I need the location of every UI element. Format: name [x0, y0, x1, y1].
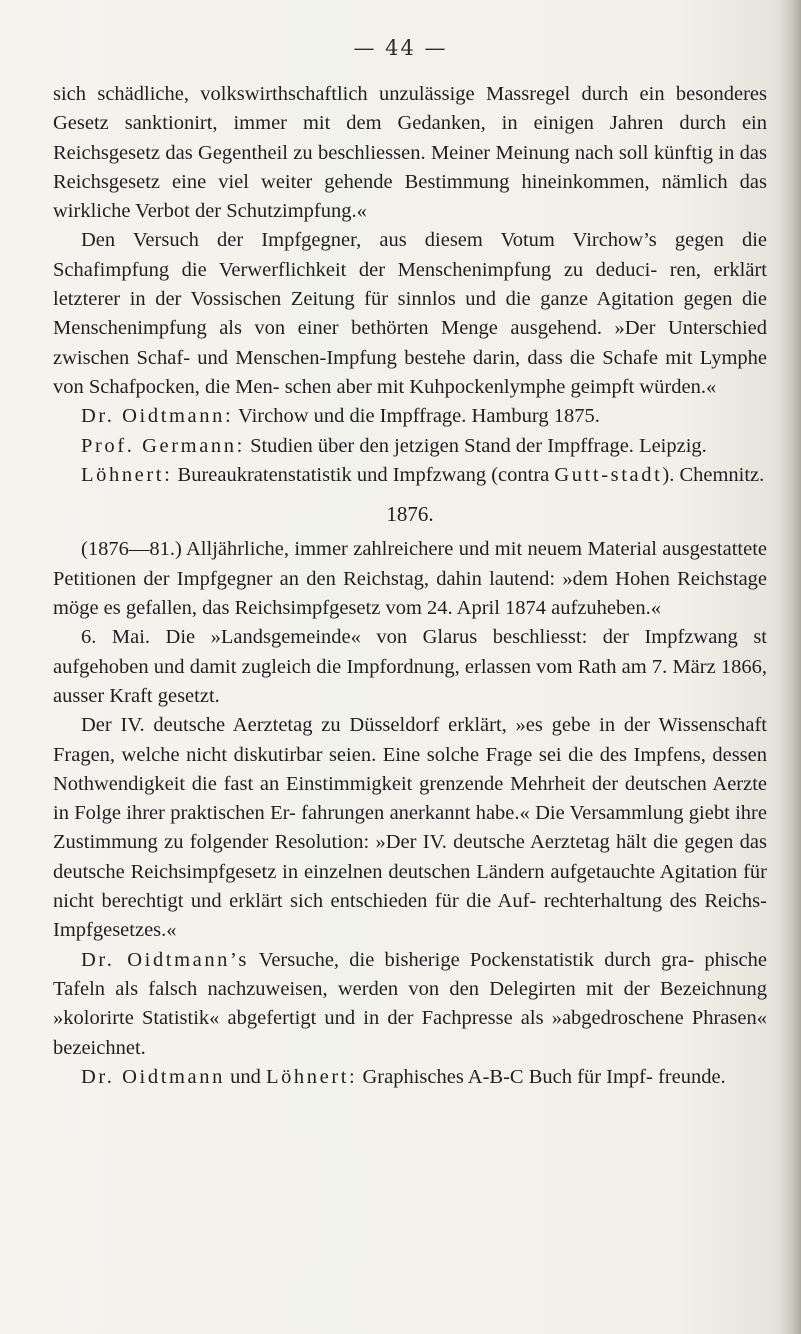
citation-author: Dr. Oidtmann:	[81, 405, 234, 428]
citation-oidtmann-loehnert	[53, 1063, 767, 1092]
citation-text: Studien über den jetzigen Stand der Impffrage.	[250, 434, 634, 457]
text-line: einigen Jahren durch ein Reichsgesetz das Gegentheil zu beschliessen.	[53, 112, 767, 164]
text-line: schen aber mit Kuhpockenlymphe geimpft würden.«	[284, 375, 717, 398]
text-line: am 7. März 1866, ausser Kraft gesetzt.	[53, 655, 768, 707]
citation-spaced-name: Gutt-	[554, 463, 611, 486]
text-line: Wissenschaft Fragen, welche nicht diskutirbar seien. Eine solche Frage	[53, 714, 767, 766]
page-edge-shadow	[779, 0, 801, 1334]
citation-text: Leipzig.	[639, 434, 707, 457]
citation-germann	[53, 432, 767, 461]
citation-loehnert	[53, 461, 767, 490]
text-line: sich schädliche, volkswirthschaftlich unzulässige Massregel	[53, 83, 571, 105]
citation-text: ). Chemnitz.	[662, 463, 765, 486]
text-line: »abgedroschene Phrasen« bezeichnet.	[53, 1007, 767, 1059]
citation-text: freunde.	[657, 1065, 726, 1088]
text-line: phische Tafeln als falsch nachzuweisen, werden von den Delegirten mit	[53, 948, 767, 1000]
text-line: Den Versuch der Impfgegner, aus diesem Votum Virchow’s gegen	[81, 229, 724, 252]
text-line: 24. April 1874 aufzuheben.«	[427, 597, 662, 620]
citation-spaced-name: stadt	[610, 463, 663, 486]
text-line: der Bezeichnung »kolorirte Statistik« abgefertigt und in der Fachpresse als	[53, 977, 767, 1030]
paragraph-1	[53, 80, 767, 226]
text-line: st aufgehoben und damit zugleich die Impfordnung, erlassen vom Rath	[53, 626, 767, 678]
year-heading: 1876.	[386, 502, 434, 527]
citation-text: Graphisches A-B-C Buch für Impf-	[362, 1065, 653, 1088]
paragraph-glarus	[53, 623, 767, 711]
text-line: (1876—81.) Alljährliche, immer zahlreichere und mit neuem Material	[81, 538, 657, 561]
citation-author: Löhnert:	[81, 463, 173, 486]
citation-author: Prof. Germann:	[81, 434, 245, 457]
text-line: deutsche Reichsimpfgesetz in einzelnen deutschen Ländern aufgetauchte	[53, 860, 656, 883]
citation-text: und	[230, 1065, 261, 1088]
text-line: Versuche, die bisherige Pockenstatistik durch gra-	[258, 948, 695, 971]
text-line: »dem Hohen Reichstage möge es gefallen, das Reichsimpfgesetz vom	[53, 567, 768, 620]
text-line: fahrungen anerkannt habe.« Die Versammlung giebt ihre Zustimmung	[53, 802, 767, 854]
text-line: grenzende Mehrheit der deutschen Aerzte in Folge ihrer praktischen Er-	[53, 772, 768, 825]
text-line: ren, erklärt letzterer in der Vossischen Zeitung für sinnlos und die ganze	[53, 258, 768, 311]
text-line: Der IV. deutsche Aerztetag zu Düsseldorf erklärt, »es gebe in der	[81, 714, 651, 737]
text-line: Agitation für nicht berechtigt und erklärt sich entschieden für die Auf-	[53, 860, 767, 913]
text-line: Agitation gegen die Menschenimpfung als von einer bethörten Menge	[53, 288, 767, 340]
text-line: ausgestattete Petitionen der Impfgegner an den Reichstag, dahin lautend:	[53, 538, 768, 590]
text-line: gehende Bestimmung hineinkommen, nämlich das wirkliche Verbot der	[53, 170, 768, 223]
citation-author: Dr. Oidtmann	[81, 1065, 225, 1088]
citation-author: Dr. Oidtmann’s	[81, 948, 249, 971]
page-body	[53, 80, 767, 1092]
paragraph-2	[53, 226, 767, 402]
text-line: zu folgender Resolution: »Der IV. deutsche Aerztetag hält die gegen das	[164, 831, 767, 854]
citation-oidtmann-virchow	[53, 402, 767, 431]
citation-author: Löhnert:	[265, 1065, 358, 1088]
text-line: rechterhaltung des Reichs-Impfgesetzes.«	[53, 890, 767, 942]
text-line: durch ein besonderes Gesetz sanktionirt, immer mit dem Gedanken, in	[53, 83, 767, 135]
text-line: ausgehend. »Der Unterschied zwischen Schaf- und Menschen-Impfung	[53, 317, 767, 369]
paragraph-petitions	[53, 535, 767, 623]
text-line: Schutzimpfung.«	[226, 200, 367, 223]
paragraph-aerztetag	[53, 711, 767, 945]
text-line: sei die des Impfens, dessen Nothwendigkeit die fast an Einstimmigkeit	[53, 743, 767, 795]
page-number: — 44 —	[353, 36, 448, 60]
text-line: 6. Mai. Die »Landsgemeinde« von Glarus beschliesst: der Impfzwang	[81, 626, 738, 649]
paragraph-oidtmann-statistics	[53, 946, 767, 1063]
citation-text: Bureaukratenstatistik und Impfzwang (contra	[177, 463, 550, 486]
citation-text: Virchow und die Impffrage. Hamburg 1875.	[238, 405, 600, 428]
text-line: bestehe darin, dass die Schafe mit Lymphe von Schafpocken, die Men-	[53, 346, 767, 398]
text-line: Meiner Meinung nach soll künftig in das Reichsgesetz eine viel weiter	[53, 141, 768, 193]
text-line: die Schafimpfung die Verwerflichkeit der Menschenimpfung zu deduci-	[53, 229, 767, 281]
